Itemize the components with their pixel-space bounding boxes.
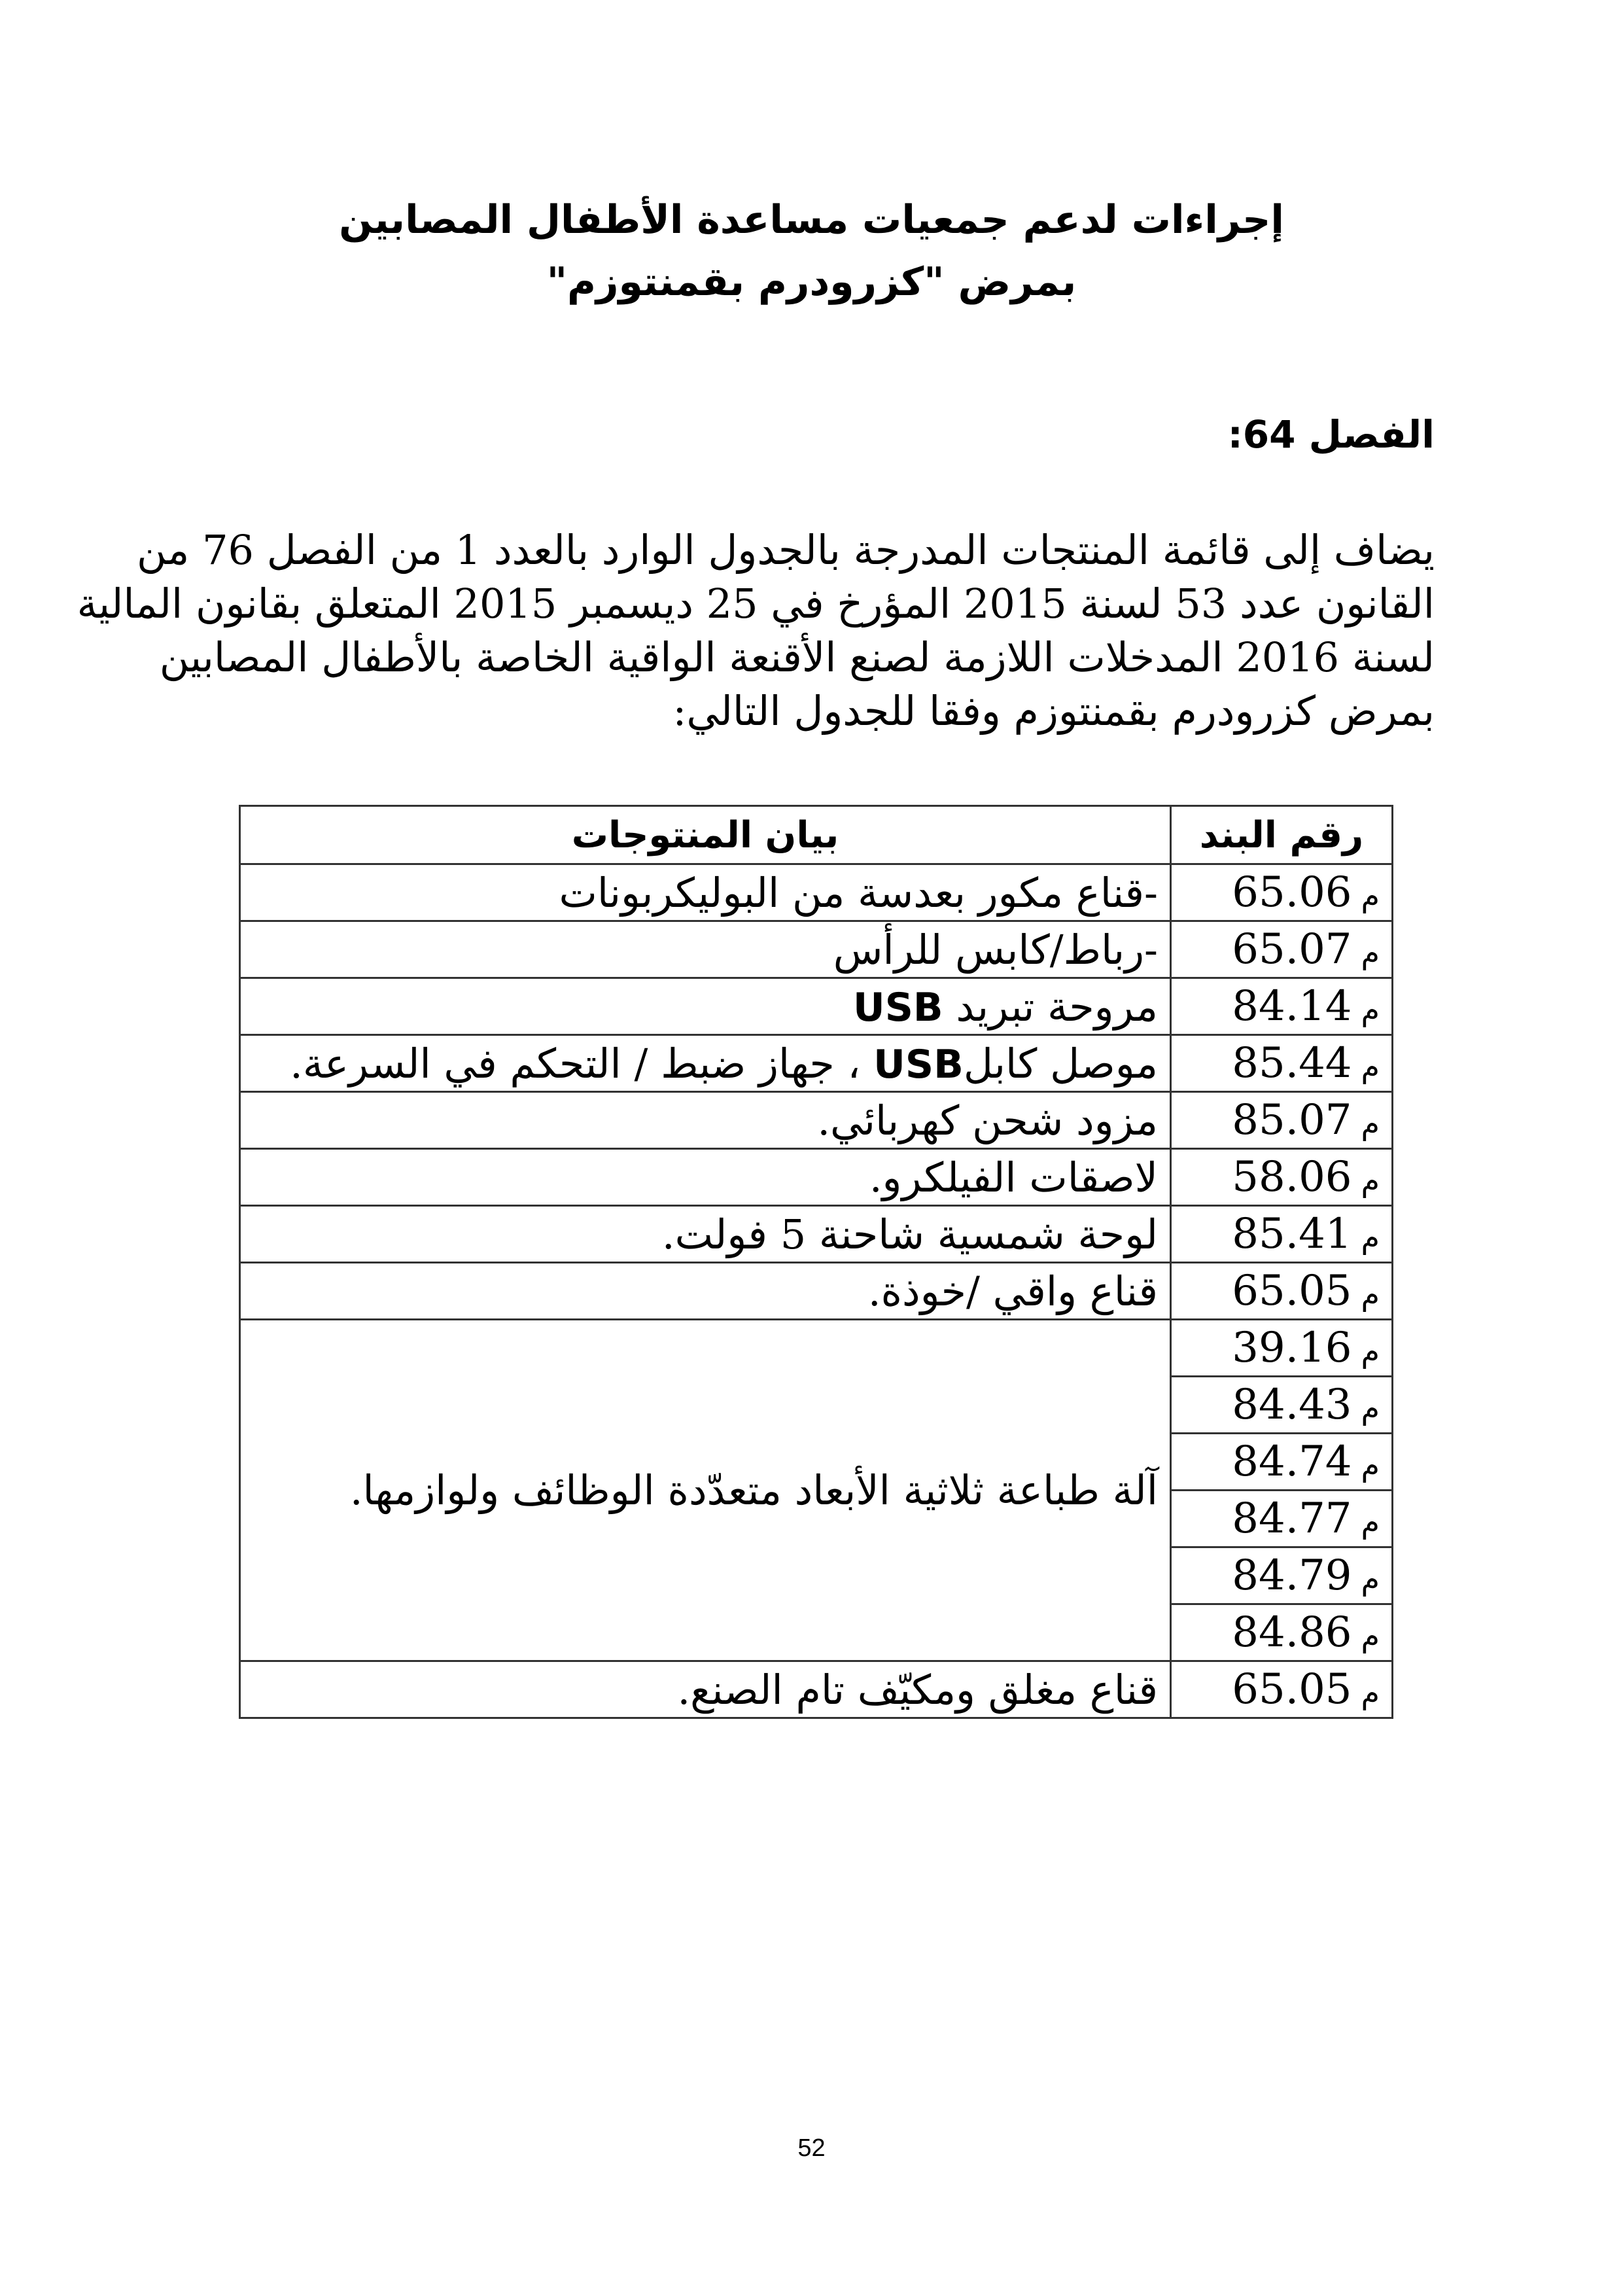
code-number: 84.79 xyxy=(1232,1551,1352,1600)
code-number: 85.41 xyxy=(1232,1210,1352,1258)
item-description: -قناع مكور بعدسة من البوليكربونات xyxy=(240,864,1171,921)
item-description: -رباط/كابس للرأس xyxy=(240,921,1171,978)
item-code-cell xyxy=(1171,921,1393,978)
code-prefix: م xyxy=(1361,1220,1380,1255)
item-code-cell xyxy=(1171,1661,1393,1718)
item-code-cell xyxy=(1171,1320,1393,1377)
code-prefix: م xyxy=(1361,992,1380,1027)
item-code-cell xyxy=(1171,864,1393,921)
item-code-cell xyxy=(1171,1206,1393,1263)
item-code-cell xyxy=(1171,1263,1393,1320)
code-prefix: م xyxy=(1361,1163,1380,1198)
table-row xyxy=(240,1661,1393,1718)
item-code-cell xyxy=(1171,1547,1393,1604)
item-description: قناع مغلق ومكيّف تام الصنع. xyxy=(240,1661,1171,1718)
item-code-cell xyxy=(1171,1434,1393,1491)
code-prefix: م xyxy=(1361,878,1380,913)
code-number: 65.07 xyxy=(1232,925,1352,974)
table-row xyxy=(240,1149,1393,1206)
products-table xyxy=(239,805,1393,1719)
item-description-3d-printer: آلة طباعة ثلاثية الأبعاد متعدّدة الوظائف ولوازمها. xyxy=(240,1320,1171,1661)
code-prefix: م xyxy=(1361,935,1380,970)
header-item-number: رقم البند xyxy=(1171,806,1393,864)
code-number: 84.77 xyxy=(1232,1494,1352,1543)
code-number: 84.43 xyxy=(1232,1381,1352,1429)
page-title-line-2: بمرض "كزرودرم بقمنتوزم" xyxy=(546,259,1077,305)
table-row xyxy=(240,978,1393,1035)
code-prefix: م xyxy=(1361,1447,1380,1483)
table-row xyxy=(240,1263,1393,1320)
item-code-cell xyxy=(1171,1149,1393,1206)
description-text: مروحة تبريد xyxy=(956,982,1158,1031)
code-number: 65.06 xyxy=(1232,868,1352,917)
code-prefix: م xyxy=(1361,1106,1380,1141)
table-row xyxy=(240,921,1393,978)
code-number: 85.07 xyxy=(1232,1096,1352,1144)
paragraph-line: بمرض كزرودرم بقمنتوزم وفقا للجدول التالي: xyxy=(672,687,1435,735)
item-description: لوحة شمسية شاحنة 5 فولت. xyxy=(240,1206,1171,1263)
code-number: 84.74 xyxy=(1232,1438,1352,1486)
code-prefix: م xyxy=(1361,1618,1380,1653)
header-product-description: بيان المنتوجات xyxy=(240,806,1171,864)
body-paragraph xyxy=(77,523,1435,738)
table-row xyxy=(240,1092,1393,1149)
page-number: 52 xyxy=(797,2134,826,2162)
section-heading: الفصل 64: xyxy=(1227,412,1435,457)
paragraph-line: يضاف إلى قائمة المنتجات المدرجة بالجدول الوارد بالعدد 1 من الفصل 76 من xyxy=(136,526,1435,574)
code-prefix: م xyxy=(1361,1675,1380,1710)
code-number: 65.05 xyxy=(1232,1267,1352,1315)
code-number: 39.16 xyxy=(1232,1324,1352,1372)
item-code-cell xyxy=(1171,978,1393,1035)
code-prefix: م xyxy=(1361,1561,1380,1597)
item-description xyxy=(240,1035,1171,1092)
usb-label: USB xyxy=(853,984,943,1031)
code-number: 84.86 xyxy=(1232,1608,1352,1657)
usb-label: USB xyxy=(873,1041,964,1087)
code-prefix: م xyxy=(1361,1390,1380,1426)
item-description xyxy=(240,978,1171,1035)
item-code-cell xyxy=(1171,1491,1393,1547)
paragraph-line: القانون عدد 53 لسنة 2015 المؤرخ في 25 ديسمبر 2015 المتعلق بقانون المالية xyxy=(77,580,1435,627)
code-prefix: م xyxy=(1361,1277,1380,1312)
code-prefix: م xyxy=(1361,1333,1380,1369)
item-code-cell xyxy=(1171,1377,1393,1434)
code-number: 65.05 xyxy=(1232,1665,1352,1714)
item-code-cell xyxy=(1171,1035,1393,1092)
table-row xyxy=(240,1206,1393,1263)
item-code-cell xyxy=(1171,1604,1393,1661)
paragraph-line: لسنة 2016 المدخلات اللازمة لصنع الأقنعة الواقية الخاصة بالأطفال المصابين xyxy=(159,633,1435,681)
item-description: مزود شحن كهربائي. xyxy=(240,1092,1171,1149)
table-row xyxy=(240,864,1393,921)
item-code-cell xyxy=(1171,1092,1393,1149)
code-prefix: م xyxy=(1361,1504,1380,1540)
code-prefix: م xyxy=(1361,1049,1380,1084)
code-number: 84.14 xyxy=(1232,982,1352,1031)
page-title-line-1: إجراءات لدعم جمعيات مساعدة الأطفال المصابين xyxy=(339,197,1284,243)
code-number: 58.06 xyxy=(1232,1153,1352,1201)
table-row xyxy=(240,1035,1393,1092)
table-header-row xyxy=(240,806,1393,864)
code-number: 85.44 xyxy=(1232,1039,1352,1087)
table-row xyxy=(240,1320,1393,1377)
description-text: موصل كابل xyxy=(963,1039,1158,1087)
description-text: ، جهاز ضبط / التحكم في السرعة. xyxy=(290,1039,874,1087)
item-description: قناع واقي /خوذة. xyxy=(240,1263,1171,1320)
item-description: لاصقات الفيلكرو. xyxy=(240,1149,1171,1206)
